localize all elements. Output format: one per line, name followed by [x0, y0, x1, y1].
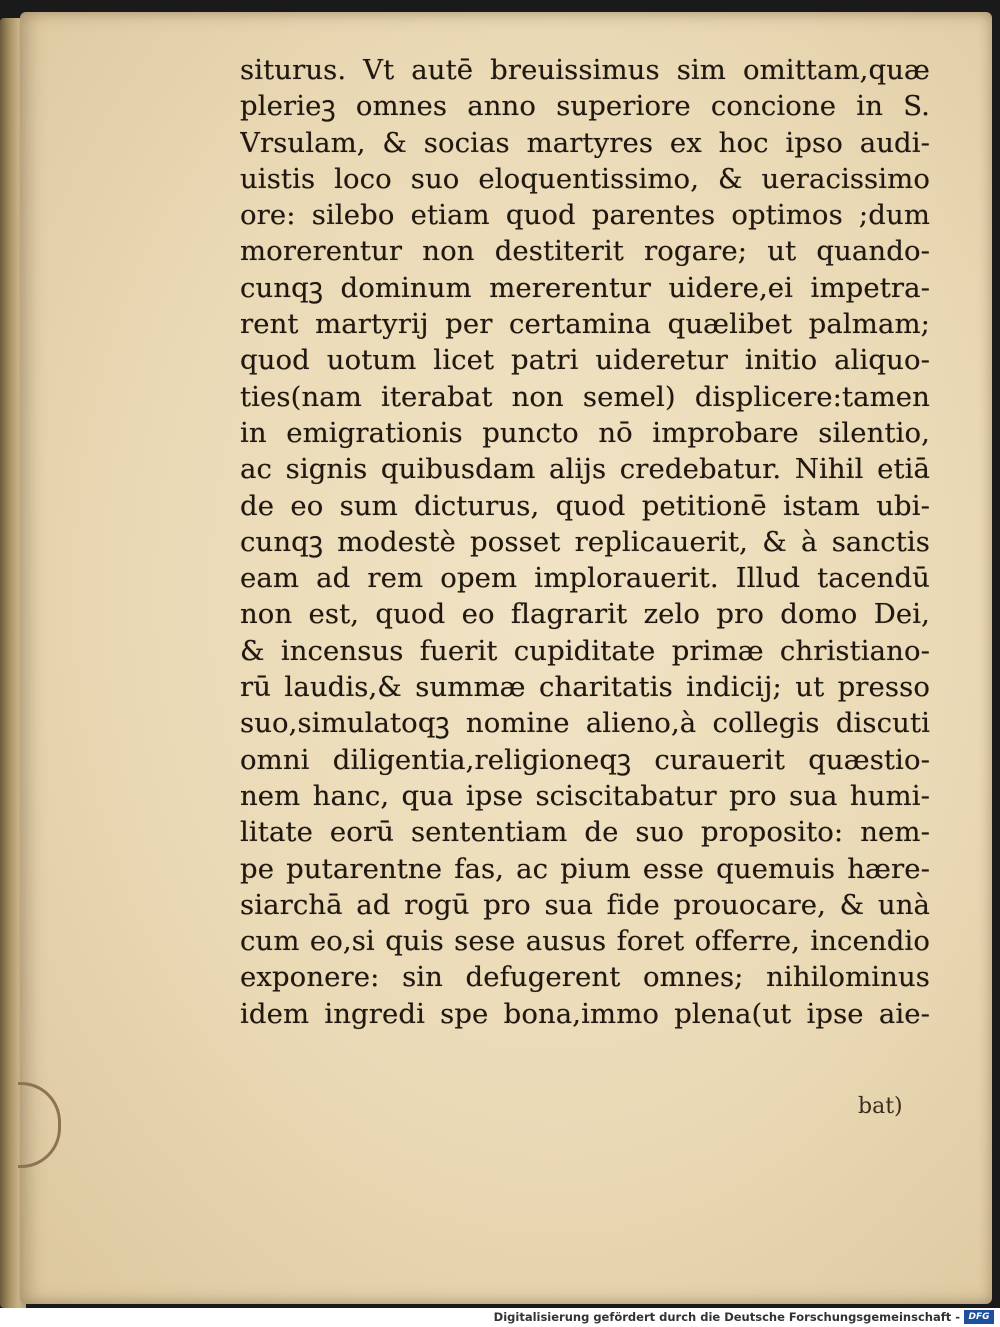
text-line: Vrsulam, & socias martyres ex hoc ipso audi-	[240, 126, 930, 159]
text-line: litate eorū sententiam de suo proposito: nem-	[240, 816, 930, 849]
text-line: eam ad rem opem implorauerit. Illud tacendū	[240, 562, 930, 595]
text-line: quod uotum licet patri uideretur initio aliquo-	[240, 344, 930, 377]
text-line: exponere: sin defugerent omnes; nihilominus	[240, 961, 930, 994]
text-line: rū laudis,& summæ charitatis indicij; ut presso	[240, 671, 930, 704]
text-line: cunqꝫ modestè posset replicauerit, & à sanctis	[240, 525, 930, 558]
footer-credit: Digitalisierung gefördert durch die Deutsche Forschungsgemeinschaft -	[493, 1310, 960, 1324]
text-line: idem ingredi spe bona,immo plena(ut ipse aie-	[240, 997, 930, 1030]
text-line: in emigrationis puncto nō improbare silentio,	[240, 416, 930, 449]
text-line: non est, quod eo flagrarit zelo pro domo Dei,	[240, 598, 930, 631]
text-line: rent martyrij per certamina quælibet palmam;	[240, 308, 930, 341]
dfg-logo-icon: DFG	[964, 1310, 994, 1324]
text-line: nem hanc, qua ipse sciscitabatur pro sua humi-	[240, 779, 930, 812]
text-line: suo,simulatoqꝫ nomine alieno,à collegis discuti	[240, 707, 930, 740]
text-line: ac signis quibusdam alijs credebatur. Nihil etiā	[240, 453, 930, 486]
text-line: morerentur non destiterit rogare; ut quando-	[240, 235, 930, 268]
text-line: plerieꝫ omnes anno superiore concione in S.	[240, 90, 930, 123]
text-line: ties(nam iterabat non semel) displicere:tamen	[240, 380, 930, 413]
text-line: uistis loco suo eloquentissimo, & ueracissimo	[240, 162, 930, 195]
text-line: & incensus fuerit cupiditate primæ christiano-	[240, 634, 930, 667]
text-line: omni diligentia,religioneqꝫ curauerit quæstio-	[240, 743, 930, 776]
text-line: pe putarentne fas, ac pium esse quemuis hære-	[240, 852, 930, 885]
text-line: siturus. Vt autē breuissimus sim omittam,quæ	[240, 54, 930, 86]
text-line: ore: silebo etiam quod parentes optimos ;dum	[240, 199, 930, 232]
text-line: de eo sum dicturus, quod petitionē istam ubi-	[240, 489, 930, 522]
text-line: cum eo,si quis sese ausus foret offerre, incendio	[240, 925, 930, 958]
text-line: siarchā ad rogū pro sua fide prouocare, & unà	[240, 888, 930, 921]
text-line: cunqꝫ dominum mererentur uidere,ei impetra-	[240, 271, 930, 304]
clasp-mark	[18, 1082, 61, 1168]
catchword: bat)	[858, 1094, 903, 1119]
body-text	[240, 52, 930, 1032]
